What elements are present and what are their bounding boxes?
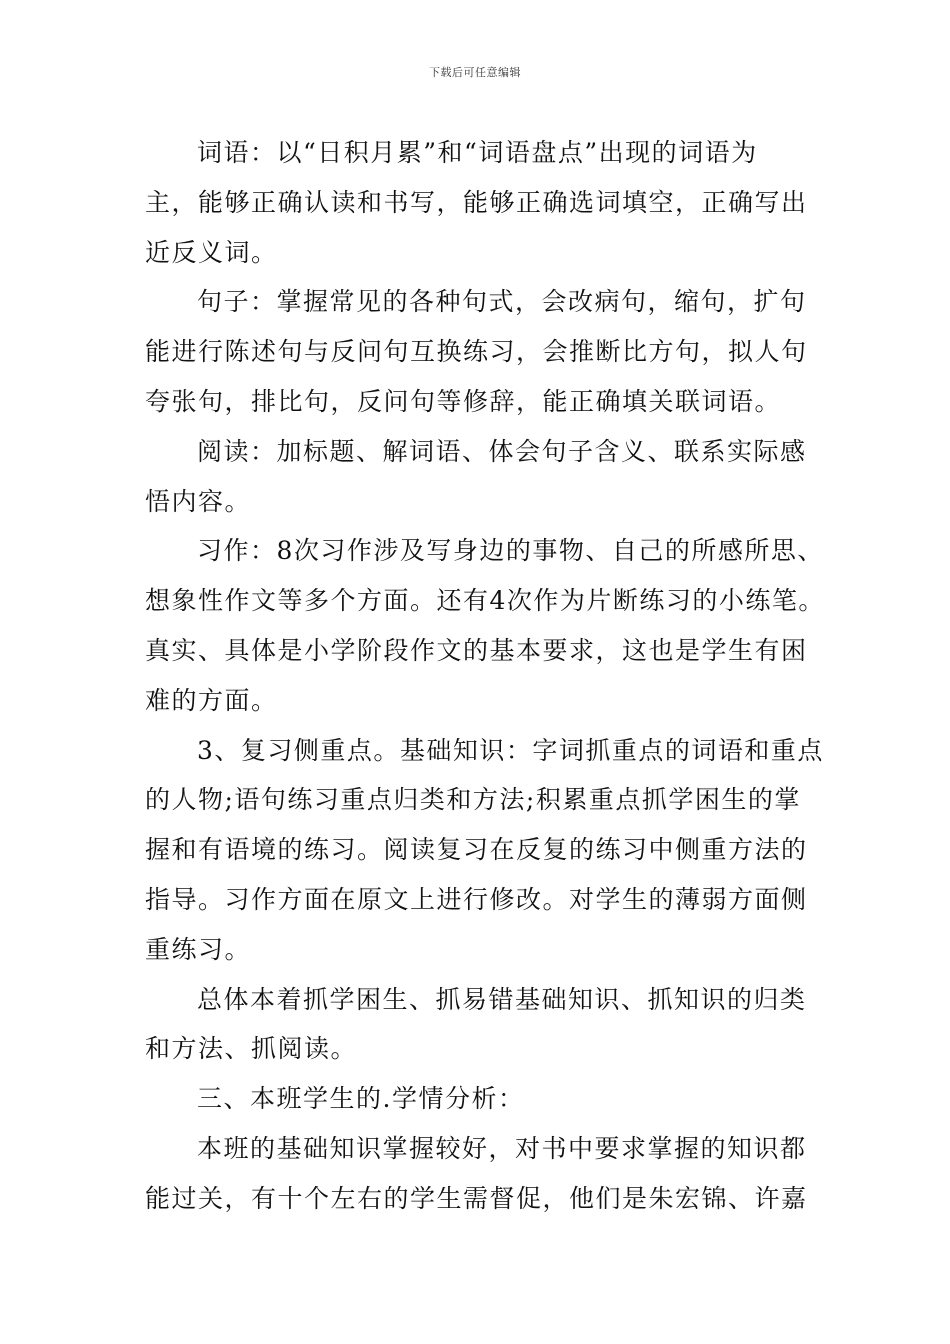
text-line: 和方法、抓阅读。 — [145, 1034, 358, 1064]
paragraph-review-focus — [145, 726, 824, 975]
text-line: 习作：8次习作涉及写身边的事物、自己的所感所思、 — [197, 536, 824, 566]
text-line: 真实、具体是小学阶段作文的基本要求，这也是学生有困 — [145, 635, 808, 665]
text-line: 本班的基础知识掌握较好，对书中要求掌握的知识都 — [197, 1133, 807, 1163]
paragraph-sentences — [145, 277, 807, 426]
text-line: 句子：掌握常见的各种句式，会改病句，缩句，扩句 — [197, 287, 807, 317]
text-line: 三、本班学生的.学情分析： — [197, 1084, 525, 1114]
text-line: 词语：以“日积月累”和“词语盘点”出现的词语为 — [197, 138, 758, 167]
text-line: 近反义词。 — [145, 237, 278, 267]
text-line: 夸张句，排比句，反问句等修辞，能正确填关联词语。 — [145, 386, 782, 416]
text-line: 指导。习作方面在原文上进行修改。对学生的薄弱方面侧 — [145, 884, 808, 914]
document-body — [145, 128, 825, 1224]
text-line: 的人物;语句练习重点归类和方法;积累重点抓学困生的掌 — [145, 785, 801, 815]
paragraph-overall — [145, 975, 807, 1075]
paragraph-writing — [145, 526, 825, 725]
page-header: 下载后可任意编辑 — [429, 66, 521, 79]
text-line: 想象性作文等多个方面。还有4次作为片断练习的小练笔。 — [145, 586, 825, 616]
text-line: 能过关，有十个左右的学生需督促，他们是朱宏锦、许嘉 — [145, 1183, 808, 1213]
section-heading-class-analysis — [145, 1074, 807, 1124]
text-line: 阅读：加标题、解词语、体会句子含义、联系实际感 — [197, 436, 807, 466]
paragraph-class-situation — [145, 1124, 807, 1224]
paragraph-vocabulary — [145, 128, 807, 277]
text-line: 握和有语境的练习。阅读复习在反复的练习中侧重方法的 — [145, 835, 808, 865]
text-line: 总体本着抓学困生、抓易错基础知识、抓知识的归类 — [197, 984, 807, 1014]
text-line: 难的方面。 — [145, 685, 278, 715]
paragraph-reading — [145, 427, 807, 527]
text-line: 重练习。 — [145, 934, 252, 964]
text-line: 悟内容。 — [145, 486, 252, 516]
text-line: 主，能够正确认读和书写，能够正确选词填空，正确写出 — [145, 187, 808, 217]
text-line: 3、复习侧重点。基础知识：字词抓重点的词语和重点 — [197, 735, 824, 765]
text-line: 能进行陈述句与反问句互换练习，会推断比方句，拟人句 — [145, 337, 808, 367]
